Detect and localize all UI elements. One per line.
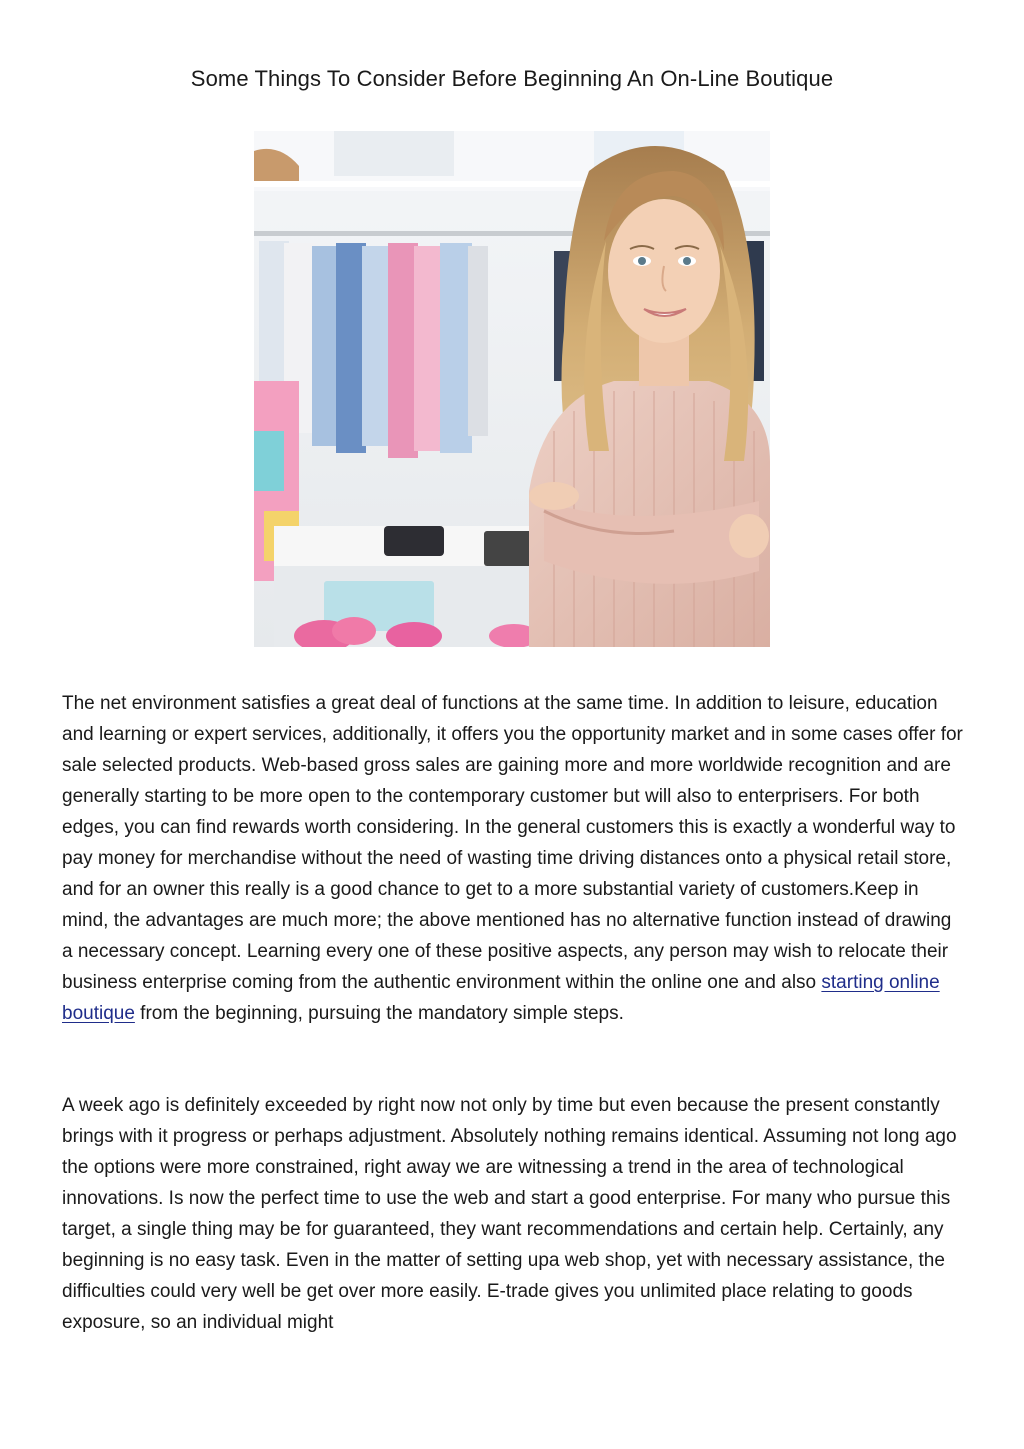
woman-in-boutique-illustration xyxy=(254,131,770,647)
paragraph-1-text: The net environment satisfies a great deal of functions at the same time. In addition to leisure, education and learning or expert services, additionally, it offers you the opportunity market and in some cases offer for sale selected products. Web-based gross sales are gaining more and more worldwide recognition and are generally starting to be more open to the contemporary customer but will also to enterprisers. For both edges, you can find rewards worth considering. In the general customers this is exactly a wonderful way to pay money for merchandise without the need of wasting time driving distances onto a physical retail store, and for an owner this really is a good chance to get to a more substantial variety of customers.Keep in mind, the advantages are much more; the above mentioned has no alternative function instead of drawing a necessary concept. Learning every one of these positive aspects, any person may wish to relocate their business enterprise coming from the authentic environment within the online one and also xyxy=(62,693,963,993)
starting-online-boutique-link[interactable]: starting online boutique xyxy=(62,972,940,1024)
body-paragraph-1 xyxy=(62,688,967,1029)
page-title: Some Things To Consider Before Beginning An On-Line Boutique xyxy=(190,66,834,91)
paragraph-1-text-end: from the beginning, pursuing the mandatory simple steps. xyxy=(134,1003,624,1024)
body-paragraph-2: A week ago is definitely exceeded by right now not only by time but even because the present constantly brings with it progress or perhaps adjustment. Absolutely nothing remains identical. Assuming not long ago the options were more constrained, right away we are witnessing a trend in the area of technological innovations. Is now the perfect time to use the web and start a good enterprise. For many who pursue this target, a single thing may be for guaranteed, they want recommendations and certain help. Certainly, any beginning is no easy task. Even in the matter of setting upa web shop, yet with necessary assistance, the difficulties could very well be get over more easily. E-trade gives you unlimited place relating to goods exposure, so an individual might xyxy=(62,1095,957,1333)
hero-photo xyxy=(254,131,770,647)
